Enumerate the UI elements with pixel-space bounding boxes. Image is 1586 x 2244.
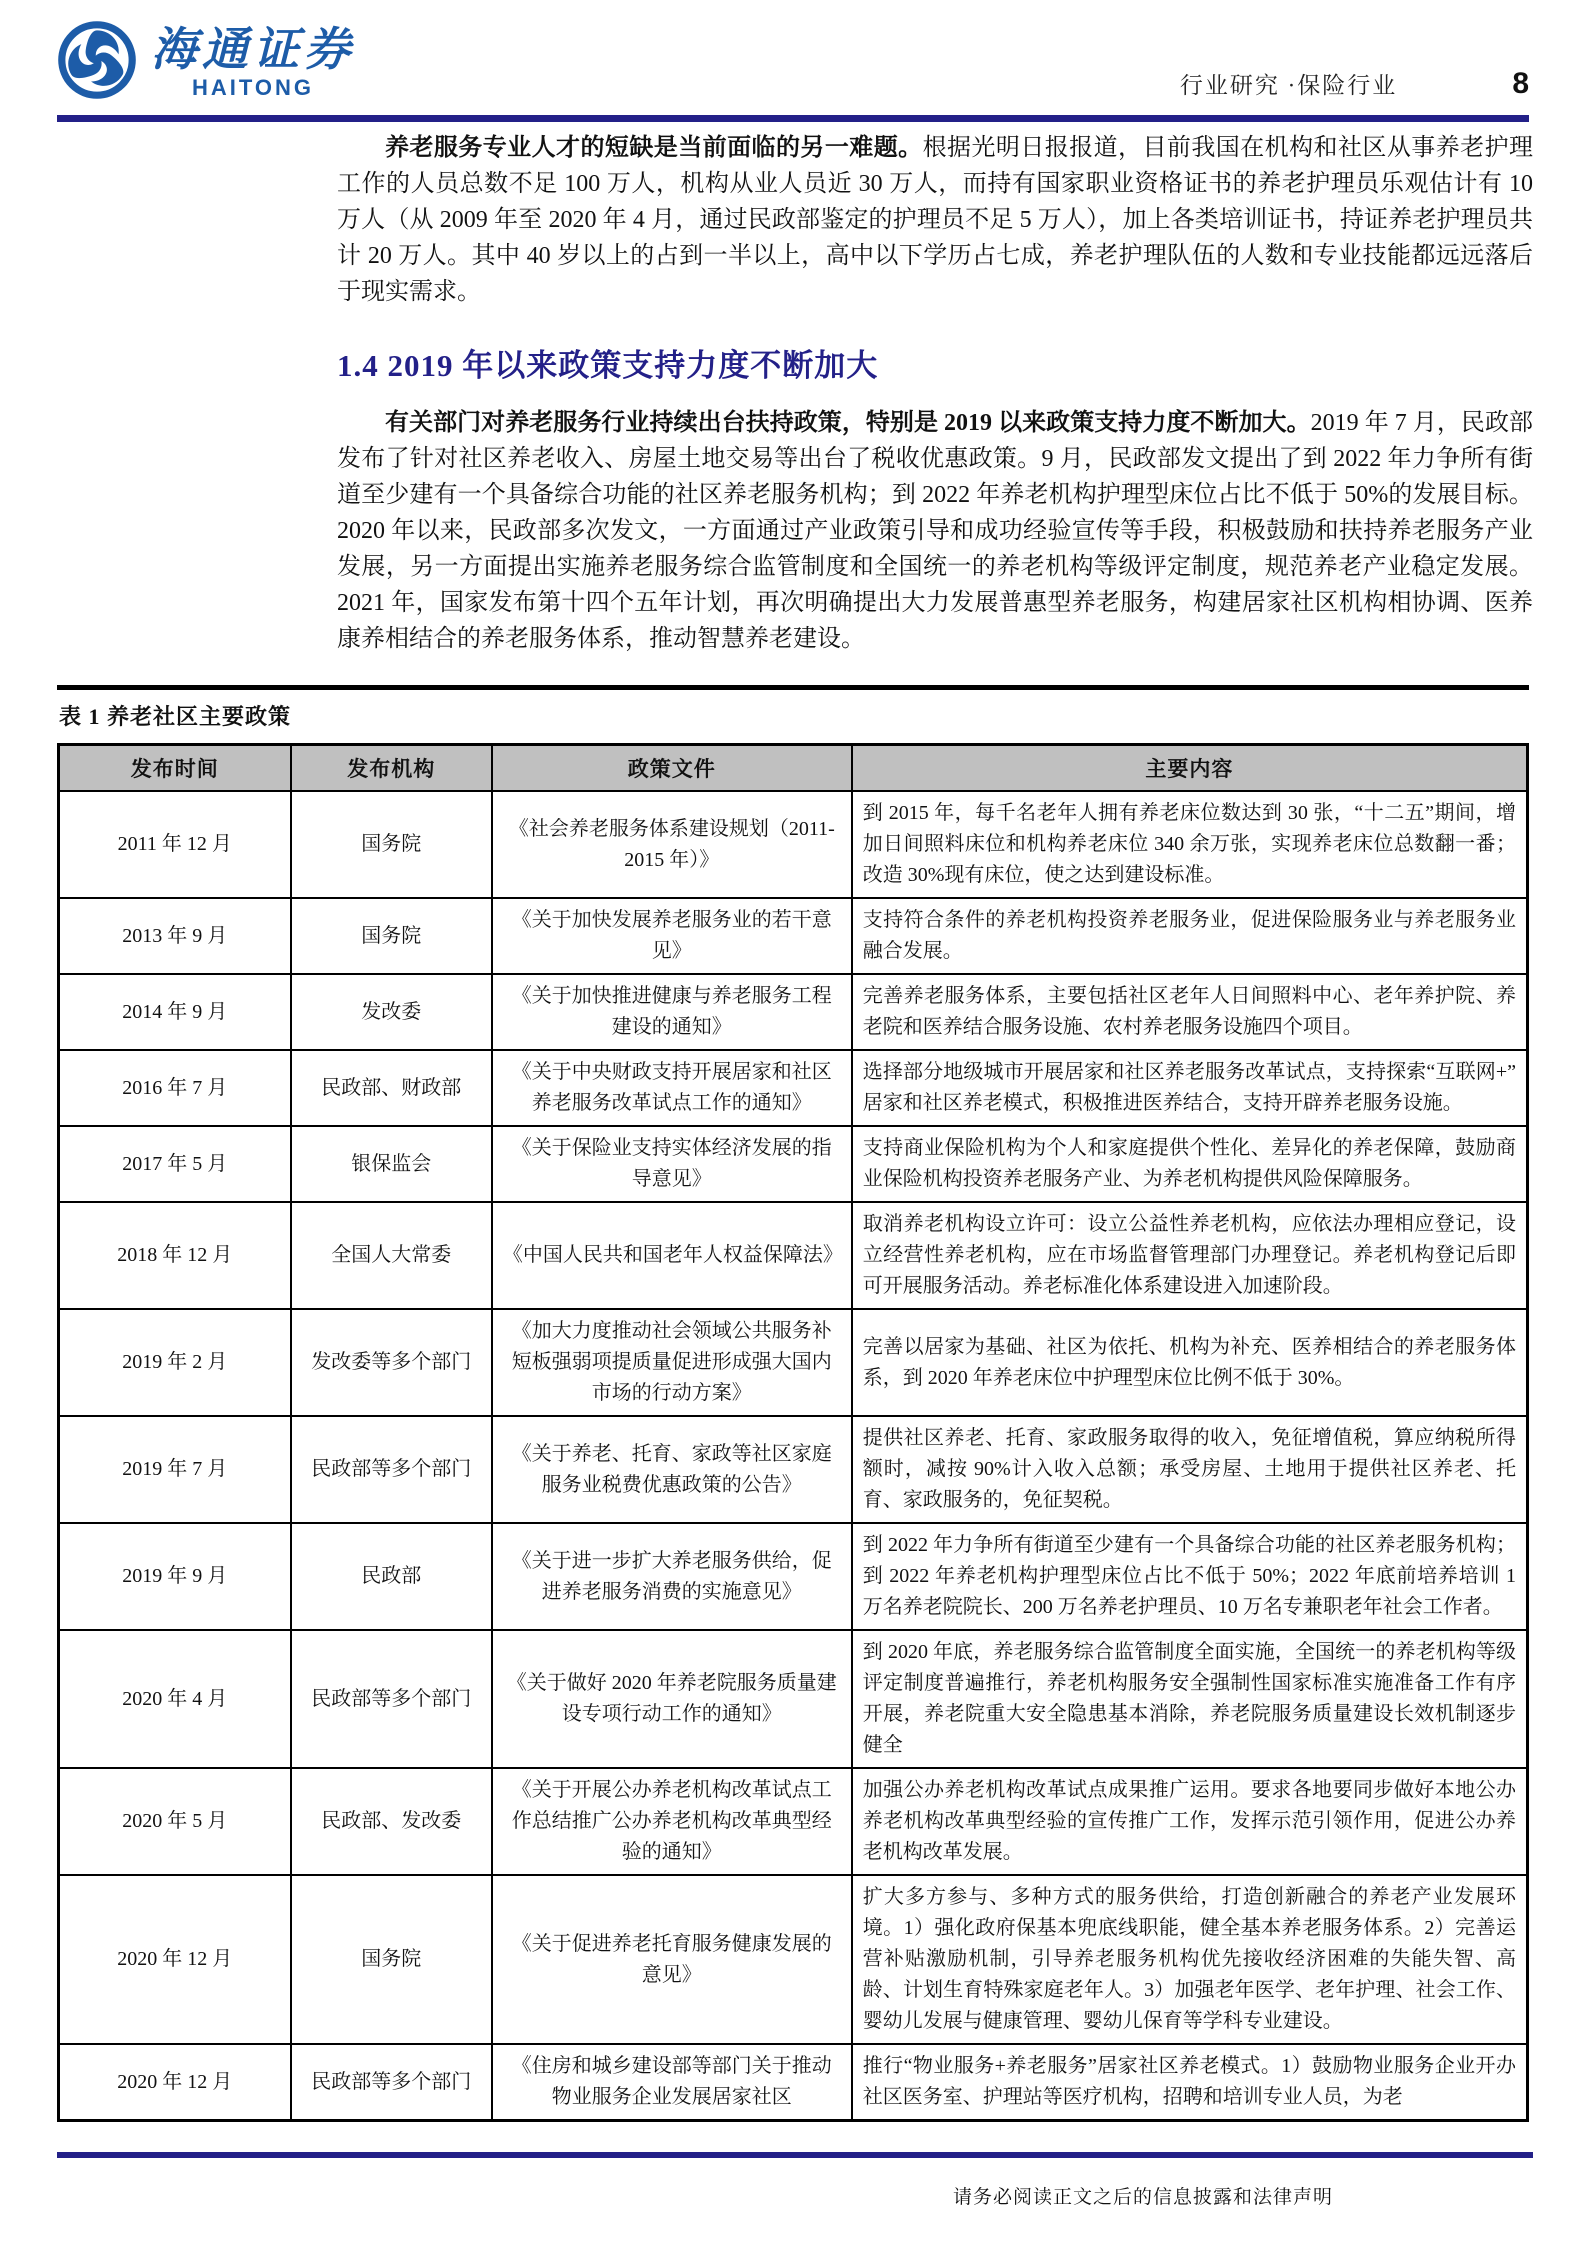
cell-agency: 发改委: [291, 974, 492, 1050]
cell-agency: 发改委等多个部门: [291, 1309, 492, 1416]
cell-document: 《关于进一步扩大养老服务供给，促进养老服务消费的实施意见》: [492, 1523, 852, 1630]
table-header-row: [59, 745, 1528, 792]
cell-document: 《关于开展公办养老机构改革试点工作总结推广公办养老机构改革典型经验的通知》: [492, 1768, 852, 1875]
body-content: [337, 130, 1533, 657]
table-row: [59, 1050, 1528, 1126]
cell-date: 2020 年 12 月: [59, 2044, 291, 2121]
policy-table-body: [59, 791, 1528, 2121]
table-row: [59, 898, 1528, 974]
cell-content: 完善养老服务体系，主要包括社区老年人日间照料中心、老年养护院、养老院和医养结合服务设施、农村养老服务设施四个项目。: [852, 974, 1528, 1050]
cell-agency: 国务院: [291, 791, 492, 898]
cell-date: 2019 年 7 月: [59, 1416, 291, 1523]
cell-content: 加强公办养老机构改革试点成果推广运用。要求各地要同步做好本地公办养老机构改革典型经验的宣传推广工作，发挥示范引领作用，促进公办养老机构改革发展。: [852, 1768, 1528, 1875]
cell-date: 2020 年 5 月: [59, 1768, 291, 1875]
cell-agency: 银保监会: [291, 1126, 492, 1202]
cell-document: 《关于加快发展养老服务业的若干意见》: [492, 898, 852, 974]
cell-agency: 全国人大常委: [291, 1202, 492, 1309]
cell-agency: 国务院: [291, 1875, 492, 2044]
cell-document: 《关于促进养老托育服务健康发展的意见》: [492, 1875, 852, 2044]
cell-date: 2011 年 12 月: [59, 791, 291, 898]
table-row: [59, 974, 1528, 1050]
paragraph-body: 2019 年 7 月，民政部发布了针对社区养老收入、房屋土地交易等出台了税收优惠政策。9 月，民政部发文提出了到 2022 年力争所有街道至少建有一个具备综合功能的社区养老服务机构；到 2022 年养老机构护理型床位占比不低于 50%的发展目标。2020 年以来，民政部多次发文，一方面通过产业政策引导和成功经验宣传等手段，积极鼓励和扶持养老服务产业发展，另一方面提出实施养老服务综合监管制度和全国统一的养老机构等级评定制度，规范养老产业稳定发展。2021 年，国家发布第十四个五年计划，再次明确提出大力发展普惠型养老服务，构建居家社区机构相协调、医养康养相结合的养老服务体系，推动智慧养老建设。: [337, 410, 1534, 652]
page-footer: [57, 2152, 1533, 2209]
cell-date: 2018 年 12 月: [59, 1202, 291, 1309]
header-divider: [57, 115, 1529, 122]
cell-content: 支持商业保险机构为个人和家庭提供个性化、差异化的养老保障，鼓励商业保险机构投资养老服务产业、为养老机构提供风险保障服务。: [852, 1126, 1528, 1202]
table-row: [59, 1126, 1528, 1202]
logo-english-name: HAITONG: [191, 74, 315, 100]
policy-table-section: [57, 685, 1529, 2122]
cell-agency: 民政部、财政部: [291, 1050, 492, 1126]
cell-content: 选择部分地级城市开展居家和社区养老服务改革试点，支持探索“互联网+”居家和社区养老模式，积极推进医养结合，支持开辟养老服务设施。: [852, 1050, 1528, 1126]
table-row: [59, 1768, 1528, 1875]
column-header-document: 政策文件: [492, 745, 852, 792]
logo-chinese-name: 海通证券: [151, 23, 355, 75]
cell-date: 2020 年 4 月: [59, 1630, 291, 1768]
paragraph-body: 根据光明日报报道，目前我国在机构和社区从事养老护理工作的人员总数不足 100 万人，机构从业人员近 30 万人，而持有国家职业资格证书的养老护理员乐观估计有 10 万人（从 2009 年至 2020 年 4 月，通过民政部鉴定的护理员不足 5 万人），加上各类培训证书，持证养老护理员共计 20 万人。其中 40 岁以上的占到一半以上，高中以下学历占七成，养老护理队伍的人数和专业技能都远远落后于现实需求。: [337, 135, 1534, 305]
table-row: [59, 1416, 1528, 1523]
cell-agency: 民政部等多个部门: [291, 1416, 492, 1523]
cell-document: 《加大力度推动社会领域公共服务补短板强弱项提质量促进形成强大国内市场的行动方案》: [492, 1309, 852, 1416]
cell-content: 到 2022 年力争所有街道至少建有一个具备综合功能的社区养老服务机构；到 2022 年养老机构护理型床位占比不低于 50%；2022 年底前培养培训 1 万名养老院院长、200 万名养老护理员、10 万名专兼职老年社会工作者。: [852, 1523, 1528, 1630]
cell-agency: 民政部等多个部门: [291, 2044, 492, 2121]
cell-content: 到 2015 年，每千名老年人拥有养老床位数达到 30 张，“十二五”期间，增加日间照料床位和机构养老床位 340 余万张，实现养老床位总数翻一番；改造 30%现有床位，使之达到建设标准。: [852, 791, 1528, 898]
logo-wordmark: [151, 23, 355, 100]
table-row: [59, 1523, 1528, 1630]
cell-document: 《关于养老、托育、家政等社区家庭服务业税费优惠政策的公告》: [492, 1416, 852, 1523]
cell-document: 《关于加快推进健康与养老服务工程建设的通知》: [492, 974, 852, 1050]
cell-content: 到 2020 年底，养老服务综合监管制度全面实施，全国统一的养老机构等级评定制度普遍推行，养老机构服务安全强制性国家标准实施准备工作有序开展，养老院重大安全隐患基本消除，养老院服务质量建设长效机制逐步健全: [852, 1630, 1528, 1768]
paragraph-policy-support: [337, 405, 1533, 657]
cell-content: 完善以居家为基础、社区为依托、机构为补充、医养相结合的养老服务体系，到 2020 年养老床位中护理型床位比例不低于 30%。: [852, 1309, 1528, 1416]
cell-document: 《关于中央财政支持开展居家和社区养老服务改革试点工作的通知》: [492, 1050, 852, 1126]
cell-date: 2017 年 5 月: [59, 1126, 291, 1202]
footer-disclaimer: 请务必阅读正文之后的信息披露和法律声明: [952, 2187, 1333, 2208]
table-row: [59, 2044, 1528, 2121]
page-header: [57, 20, 1529, 105]
header-right: [1180, 67, 1529, 105]
table-row: [59, 1630, 1528, 1768]
cell-agency: 民政部等多个部门: [291, 1630, 492, 1768]
haitong-logo: [57, 20, 355, 105]
cell-content: 提供社区养老、托育、家政服务取得的收入，免征增值税，算应纳税所得额时，减按 90%计入收入总额；承受房屋、土地用于提供社区养老、托育、家政服务的，免征契税。: [852, 1416, 1528, 1523]
cell-content: 支持符合条件的养老机构投资养老服务业，促进保险服务业与养老服务业融合发展。: [852, 898, 1528, 974]
page-number: 8: [1512, 67, 1529, 100]
cell-date: 2016 年 7 月: [59, 1050, 291, 1126]
cell-document: 《关于保险业支持实体经济发展的指导意见》: [492, 1126, 852, 1202]
cell-document: 《中国人民共和国老年人权益保障法》: [492, 1202, 852, 1309]
cell-document: 《关于做好 2020 年养老院服务质量建设专项行动工作的通知》: [492, 1630, 852, 1768]
cell-document: 《住房和城乡建设部等部门关于推动物业服务企业发展居家社区: [492, 2044, 852, 2121]
haitong-emblem-icon: [57, 20, 137, 105]
column-header-content: 主要内容: [852, 745, 1528, 792]
table-row: [59, 1875, 1528, 2044]
cell-agency: 国务院: [291, 898, 492, 974]
paragraph-talent-shortage: [337, 130, 1533, 310]
cell-date: 2019 年 9 月: [59, 1523, 291, 1630]
policy-table: [57, 743, 1529, 2122]
section-heading-1-4: 1.4 2019 年以来政策支持力度不断加大: [337, 348, 879, 383]
table-row: [59, 791, 1528, 898]
cell-date: 2019 年 2 月: [59, 1309, 291, 1416]
report-category: 行业研究 ·保险行业: [1179, 73, 1398, 98]
cell-agency: 民政部: [291, 1523, 492, 1630]
cell-content: 扩大多方参与、多种方式的服务供给，打造创新融合的养老产业发展环境。1）强化政府保基本兜底线职能，健全基本养老服务体系。2）完善运营补贴激励机制，引导养老服务机构优先接收经济困难的失能失智、高龄、计划生育特殊家庭老年人。3）加强老年医学、老年护理、社会工作、婴幼儿发展与健康管理、婴幼儿保育等学科专业建设。: [852, 1875, 1528, 2044]
table-title: 表 1 养老社区主要政策: [59, 704, 292, 729]
table-row: [59, 1202, 1528, 1309]
paragraph-lead: 养老服务专业人才的短缺是当前面临的另一难题。: [385, 135, 923, 161]
table-row: [59, 1309, 1528, 1416]
cell-content: 取消养老机构设立许可：设立公益性养老机构，应依法办理相应登记，设立经营性养老机构，应在市场监督管理部门办理登记。养老机构登记后即可开展服务活动。养老标准化体系建设进入加速阶段。: [852, 1202, 1528, 1309]
cell-agency: 民政部、发改委: [291, 1768, 492, 1875]
cell-date: 2020 年 12 月: [59, 1875, 291, 2044]
cell-document: 《社会养老服务体系建设规划（2011-2015 年）》: [492, 791, 852, 898]
column-header-date: 发布时间: [59, 745, 291, 792]
paragraph-lead: 有关部门对养老服务行业持续出台扶持政策，特别是 2019 以来政策支持力度不断加大。: [385, 410, 1311, 436]
cell-date: 2014 年 9 月: [59, 974, 291, 1050]
footer-divider: [57, 2152, 1533, 2158]
column-header-agency: 发布机构: [291, 745, 492, 792]
cell-content: 推行“物业服务+养老服务”居家社区养老模式。1）鼓励物业服务企业开办社区医务室、护理站等医疗机构，招聘和培训专业人员，为老: [852, 2044, 1528, 2121]
cell-date: 2013 年 9 月: [59, 898, 291, 974]
